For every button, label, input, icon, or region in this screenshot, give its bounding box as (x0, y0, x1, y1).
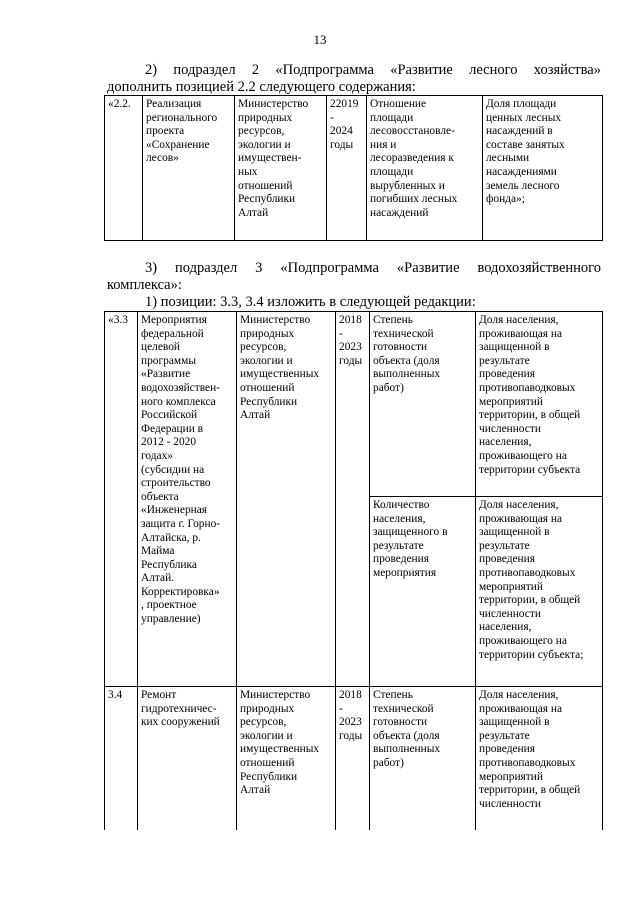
table-positions-3-3-3-4 (104, 311, 603, 830)
position-number: «2.2. (105, 96, 143, 241)
table-row (105, 687, 603, 830)
period-cell: 2018 - 2023 годы (336, 312, 370, 687)
section3-intro-line3: 1) позиции: 3.3, 3.4 изложить в следующей редакции: (145, 294, 476, 310)
period-cell: 22019 - 2024 годы (327, 96, 367, 241)
table-row (105, 312, 603, 497)
target-cell: Доля населения, проживающая на защищенной в результате проведения противопаводковых мероприятий территории, в общей численности (476, 687, 603, 830)
target-cell: Доля населения, проживающая на защищенной в результате проведения противопаводковых мероприятий территории, в общей численности населения, проживающего на территории субъекта; (476, 497, 603, 687)
target-cell: Доля площади ценных лесных насаждений в составе занятых лесными насаждениями земель лесного фонда»; (483, 96, 603, 241)
executor-cell: Министерство природных ресурсов, экологии и имуществен- ных отношений Республики Алтай (235, 96, 327, 241)
period-cell: 2018 - 2023 годы (336, 687, 370, 830)
executor-cell: Министерство природных ресурсов, экологии и имущественных отношений Республики Алтай (237, 312, 336, 687)
measure-cell: Мероприятия федеральной целевой программы «Развитие водохозяйствен- ного комплекса Российской Федерации в 2012 - 2020 годах» (субсидии на строительство объекта «Инженерная защита г. Горно- Алтайска, р. Майма Республика Алтай. Корректировка» , проектное управление) (138, 312, 237, 687)
indicator-cell: Количество населения, защищенного в результате проведения мероприятия (370, 497, 476, 687)
section3-intro-line1: 3) подраздел 3 «Подпрограмма «Развитие водохозяйственного (145, 260, 601, 276)
indicator-cell: Отношение площади лесовосстановле- ния и лесоразведения к площади вырубленных и погибших лесных насаждений (367, 96, 483, 241)
measure-cell: Реализация регионального проекта «Сохранение лесов» (143, 96, 235, 241)
position-number: «3.3 (105, 312, 138, 687)
target-cell: Доля населения, проживающая на защищенной в результате проведения противопаводковых мероприятий территории, в общей численности населения, проживающего на территории субъекта (476, 312, 603, 497)
table-position-2-2 (104, 95, 603, 241)
section3-intro-line2: комплекса»: (107, 277, 182, 293)
section2-intro-line2: дополнить позицией 2.2 следующего содержания: (107, 79, 416, 95)
measure-cell: Ремонт гидротехничес- ких сооружений (138, 687, 237, 830)
indicator-cell: Степень технической готовности объекта (доля выполненных работ) (370, 687, 476, 830)
position-number: 3.4 (105, 687, 138, 830)
table-row (105, 96, 603, 241)
section2-intro-line1: 2) подраздел 2 «Подпрограмма «Развитие лесного хозяйства» (145, 62, 601, 78)
indicator-cell: Степень технической готовности объекта (доля выполненных работ) (370, 312, 476, 497)
page-number: 13 (313, 32, 327, 47)
executor-cell: Министерство природных ресурсов, экологии и имущественных отношений Республики Алтай (237, 687, 336, 830)
